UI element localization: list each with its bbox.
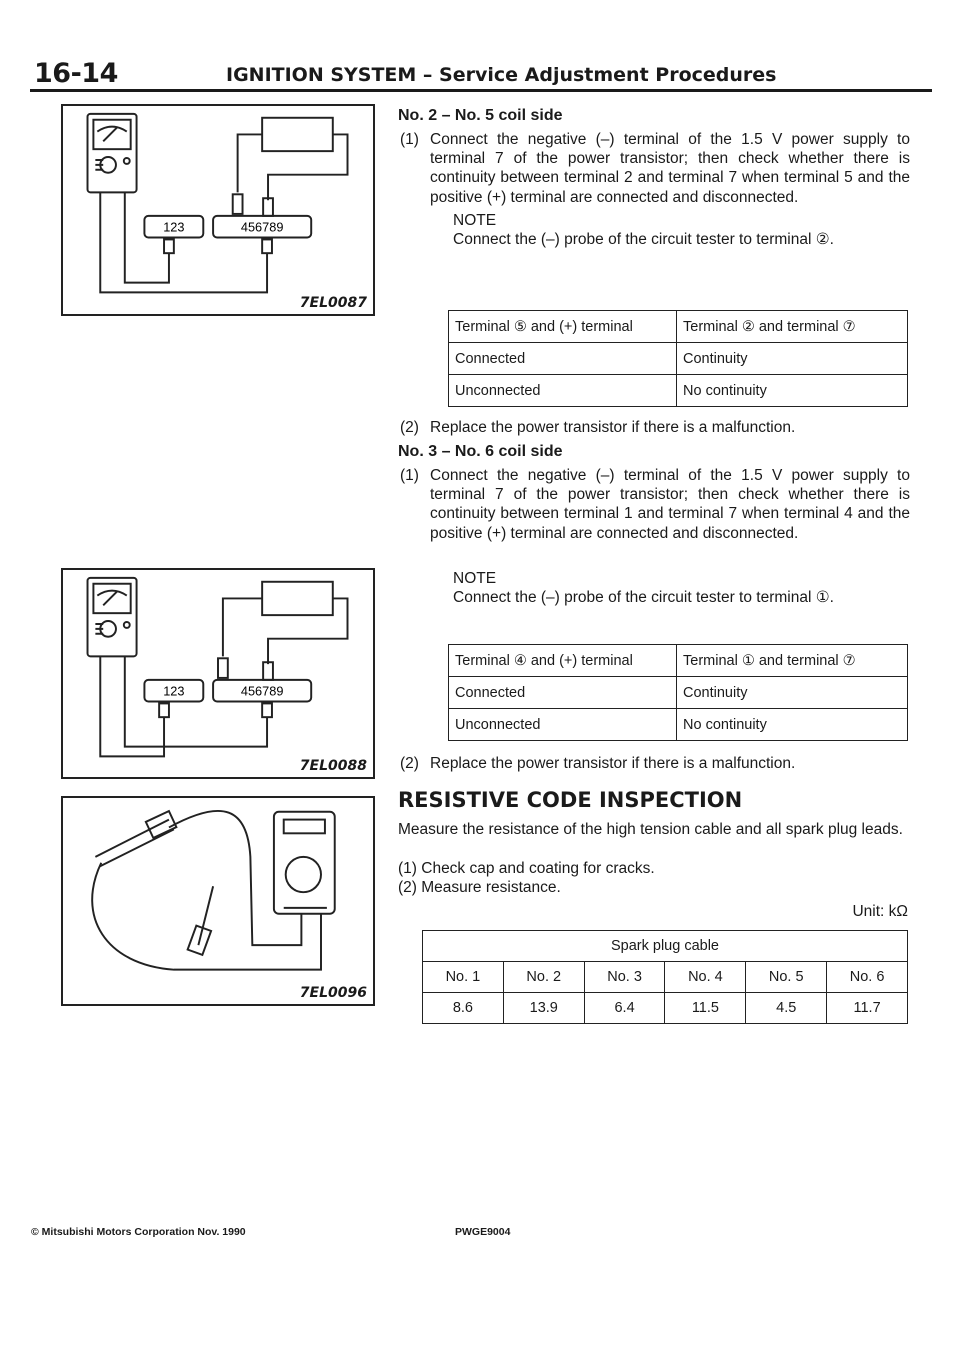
connector-left-label: 123 <box>163 683 185 699</box>
section1-note-text: Connect the (–) probe of the circuit tester to terminal ②. <box>453 231 834 248</box>
table-cell: Continuity <box>677 677 908 709</box>
table-cell: No continuity <box>677 375 908 407</box>
table-row <box>423 931 908 962</box>
table-cell: 13.9 <box>503 993 584 1024</box>
connector-right-label: 456789 <box>240 683 284 699</box>
table-header-cell: No. 2 <box>503 962 584 993</box>
table-cell: Connected <box>449 677 677 709</box>
section2-heading: No. 3 – No. 6 coil side <box>398 443 563 460</box>
footer-copyright: © Mitsubishi Motors Corporation Nov. 1990 <box>31 1226 246 1238</box>
step-text: Connect the negative (–) terminal of the 1.5 V power supply to terminal 7 of the power transistor; then check whether there is continuity between terminal 2 and terminal 7 when terminal 5 and the positive (+) terminal are connected and disconnected. <box>430 131 910 206</box>
figure-tester-diagram-1 <box>61 104 375 316</box>
resistive-step2: (2) Measure resistance. <box>398 879 561 896</box>
table-row <box>449 311 908 343</box>
connector-right-label: 456789 <box>240 219 284 235</box>
table-header-cell: Terminal ② and terminal ⑦ <box>677 311 908 343</box>
unit-label: Unit: kΩ <box>852 903 908 920</box>
table-row <box>449 645 908 677</box>
step-number: (1) <box>400 131 419 148</box>
page-number: 16-14 <box>34 58 118 89</box>
section1-step2 <box>398 418 910 437</box>
table-header-cell: No. 1 <box>423 962 504 993</box>
figure-code: 7EL0087 <box>299 295 367 311</box>
table-cell: Connected <box>449 343 677 375</box>
table-header-cell: Terminal ⑤ and (+) terminal <box>449 311 677 343</box>
table-row <box>449 709 908 741</box>
table-header-cell: No. 4 <box>665 962 746 993</box>
resistive-step1: (1) Check cap and coating for cracks. <box>398 860 655 877</box>
table-cell: 11.7 <box>827 993 908 1024</box>
table-cell: 11.5 <box>665 993 746 1024</box>
step-number: (1) <box>400 467 419 484</box>
table-cell: 4.5 <box>746 993 827 1024</box>
resistive-heading: RESISTIVE CODE INSPECTION <box>398 788 743 812</box>
table-cell: Unconnected <box>449 709 677 741</box>
table-header-cell: Terminal ④ and (+) terminal <box>449 645 677 677</box>
table-row <box>423 993 908 1024</box>
table-cell: Continuity <box>677 343 908 375</box>
table-row <box>423 962 908 993</box>
section2-step2 <box>398 754 910 773</box>
section1-heading: No. 2 – No. 5 coil side <box>398 107 563 124</box>
figure-code: 7EL0096 <box>299 985 367 1001</box>
step-text: Replace the power transistor if there is a malfunction. <box>430 419 796 436</box>
table-cell: 6.4 <box>584 993 665 1024</box>
page-header <box>30 52 932 92</box>
figure-tester-diagram-2 <box>61 568 375 779</box>
table-header-cell: No. 3 <box>584 962 665 993</box>
footer-code: PWGE9004 <box>455 1226 511 1238</box>
table-header-cell: Terminal ① and terminal ⑦ <box>677 645 908 677</box>
section2-continuity-table <box>448 644 908 741</box>
section1-continuity-table <box>448 310 908 407</box>
section2-note-text: Connect the (–) probe of the circuit tester to terminal ①. <box>453 589 834 606</box>
step-text: Replace the power transistor if there is a malfunction. <box>430 755 796 772</box>
section2-step1 <box>398 466 910 543</box>
table-cell: 8.6 <box>423 993 504 1024</box>
tester-circuit-illustration <box>63 570 373 777</box>
tester-circuit-illustration <box>63 106 373 314</box>
table-row <box>449 375 908 407</box>
multimeter-cable-illustration <box>63 798 373 1004</box>
table-cell: Unconnected <box>449 375 677 407</box>
table-header-cell: No. 6 <box>827 962 908 993</box>
table-row <box>449 677 908 709</box>
section1-note-label: NOTE <box>453 212 497 229</box>
table-row <box>449 343 908 375</box>
section1-step1 <box>398 130 910 207</box>
step-number: (2) <box>400 755 419 772</box>
step-text: Connect the negative (–) terminal of the 1.5 V power supply to terminal 7 of the power transistor; then check whether there is continuity between terminal 1 and terminal 7 when terminal 4 and the positive (+) terminal are connected and disconnected. <box>430 467 910 542</box>
section2-note-label: NOTE <box>453 570 497 587</box>
resistive-intro: Measure the resistance of the high tension cable and all spark plug leads. <box>398 821 903 838</box>
table-header-cell: No. 5 <box>746 962 827 993</box>
table-title-cell: Spark plug cable <box>423 931 908 962</box>
step-number: (2) <box>400 419 419 436</box>
figure-resistance-measurement <box>61 796 375 1006</box>
figure-code: 7EL0088 <box>299 758 367 774</box>
resistance-table <box>422 930 908 1024</box>
connector-left-label: 123 <box>163 219 185 235</box>
table-cell: No continuity <box>677 709 908 741</box>
page-title: IGNITION SYSTEM – Service Adjustment Procedures <box>226 64 777 86</box>
